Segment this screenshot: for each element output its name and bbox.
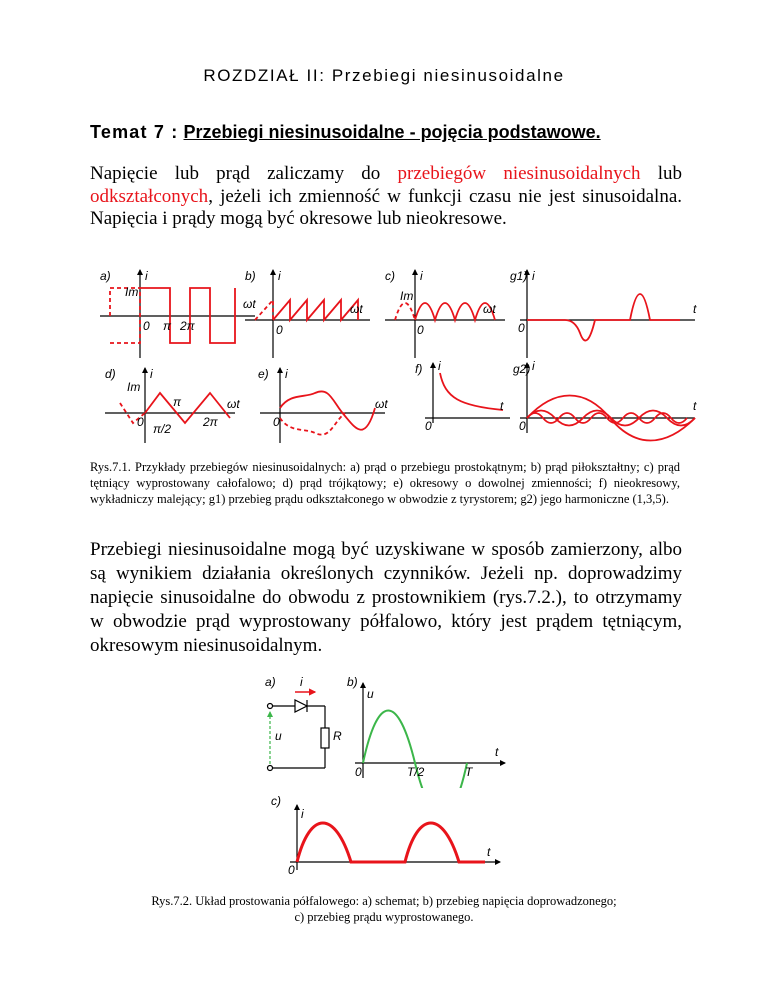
origin-d: 0: [137, 415, 144, 429]
axis-wt-c: ωt: [483, 302, 496, 316]
exponential-decay: [440, 373, 503, 410]
axis-i-g1: i: [532, 269, 535, 283]
topic-label: Temat 7 :: [90, 122, 179, 142]
figure-rectified-current: [255, 790, 515, 875]
period: T: [465, 765, 473, 779]
figure2-caption: [60, 893, 708, 925]
origin-b: 0: [276, 323, 283, 337]
intro-paragraph: [90, 163, 682, 231]
axis-t: t: [495, 745, 499, 759]
origin-e: 0: [273, 415, 280, 429]
axis-i-e: i: [285, 367, 288, 381]
label-c: c): [271, 794, 281, 808]
axis-i-b: i: [278, 269, 281, 283]
figure2-caption-line2: c) przebieg prądu wyprostowanego.: [294, 910, 474, 924]
rectified-dashed: [395, 303, 415, 320]
pi-d: π: [173, 395, 182, 409]
topic-title: Przebiegi niesinusoidalne - pojęcia podstawowe.: [183, 122, 601, 142]
panel-label-a: a): [100, 269, 111, 283]
highlight-distorted: odkształconych: [90, 185, 209, 207]
sawtooth-dashed: [255, 300, 273, 320]
axis-u: u: [367, 687, 374, 701]
panel-label-f: f): [415, 362, 423, 376]
pi-a: π: [163, 319, 172, 333]
origin-b: 0: [355, 765, 362, 779]
panel-label-d: d): [105, 367, 116, 381]
diode: [295, 700, 307, 712]
two-pi-a: 2π: [180, 319, 195, 333]
thyristor-wave: [527, 294, 680, 341]
origin-a: 0: [143, 319, 150, 333]
panel-label-g2: g2): [513, 362, 531, 376]
pi-over-2-d: π/2: [153, 422, 172, 436]
arbitrary-dashed: [280, 413, 345, 435]
panel-label-g1: g1): [510, 269, 528, 283]
axis-t-c: t: [487, 845, 491, 859]
origin-g1: 0: [518, 321, 525, 335]
arbitrary-wave: [280, 391, 375, 429]
panel-label-e: e): [258, 367, 269, 381]
axis-i-a: i: [145, 269, 148, 283]
label-a: a): [265, 675, 276, 689]
axis-wt-e: ωt: [375, 397, 388, 411]
im-a: Im: [125, 285, 139, 299]
axis-i-d: i: [150, 367, 153, 381]
origin-f: 0: [425, 419, 432, 433]
axis-wt-d: ωt: [227, 397, 240, 411]
chapter-title: ROZDZIAŁ II: Przebiegi niesinusoidalne: [203, 66, 565, 85]
label-b: b): [347, 675, 358, 689]
axis-i-c: i: [420, 269, 423, 283]
intro-text-1: Napięcie lub prąd zaliczamy do: [90, 163, 398, 184]
origin-g2: 0: [519, 419, 526, 433]
axis-t-g2: t: [693, 399, 697, 413]
im-d: Im: [127, 380, 141, 394]
rectifier-paragraph: Przebiegi niesinusoidalne mogą być uzyskiwane w sposób zamierzony, albo są wynikiem działania określonych czynników. Jeżeli np. doprowadzimy napięcie sinusoidalne do obwodu z prostownikiem (rys.7.2.), to otrzymamy w obwodzie prąd wyprostowany półfalowo, który jest prądem tętniącym, okresowym niesinusoidalnym.: [90, 539, 682, 656]
origin-c: 0: [288, 863, 295, 875]
axis-i-f: i: [438, 359, 441, 373]
figure-waveform-examples: [95, 258, 705, 453]
topic-heading: [90, 122, 601, 143]
axis-i: i: [301, 807, 304, 821]
figure2-caption-line1: Rys.7.2. Układ prostowania półfalowego: a) schemat; b) przebieg napięcia doprowadzonego;: [151, 894, 617, 908]
intro-text-3: , jeżeli ich zmienność w funkcji czasu nie jest sinusoidalna. Napięcia i prądy mogą być okresowe lub nieokresowe.: [90, 185, 682, 229]
origin-c: 0: [417, 323, 424, 337]
figure1-caption: Rys.7.1. Przykłady przebiegów niesinusoidalnych: a) prąd o przebiegu prostokątnym; b) prąd piłokształtny; c) prąd tętniący wyprostowany całofalowo; d) prąd trójkątowy; e) okresowy o dowolnej zmienności; f) nieokresowy, wykładniczy malejący; g1) przebieg prądu odkształconego w obwodzie z tyrystorem; g2) jego harmoniczne (1,3,5).: [90, 460, 680, 506]
axis-i-g2: i: [532, 359, 535, 373]
im-c: Im: [400, 289, 414, 303]
highlight-nonsinusoidal: przebiegów niesinusoidalnych: [397, 163, 641, 184]
panel-label-c: c): [385, 269, 395, 283]
voltage-label: u: [275, 729, 282, 743]
axis-t-g1: t: [693, 302, 697, 316]
terminal-top: [268, 704, 273, 709]
axis-wt-b: ωt: [350, 302, 363, 316]
axis-t-f: t: [500, 399, 504, 413]
resistor: [321, 728, 329, 748]
terminal-bottom: [268, 766, 273, 771]
current-label: i: [300, 675, 303, 689]
resistor-label: R: [333, 729, 342, 743]
half-wave-current: [297, 823, 485, 862]
sawtooth-wave: [273, 300, 358, 320]
two-pi-d: 2π: [203, 415, 218, 429]
figure-rectifier-circuit: [255, 668, 515, 788]
panel-label-b: b): [245, 269, 256, 283]
intro-text-2: lub: [640, 163, 682, 184]
axis-wt-a: ωt: [243, 297, 256, 311]
half-period: T/2: [407, 765, 425, 779]
